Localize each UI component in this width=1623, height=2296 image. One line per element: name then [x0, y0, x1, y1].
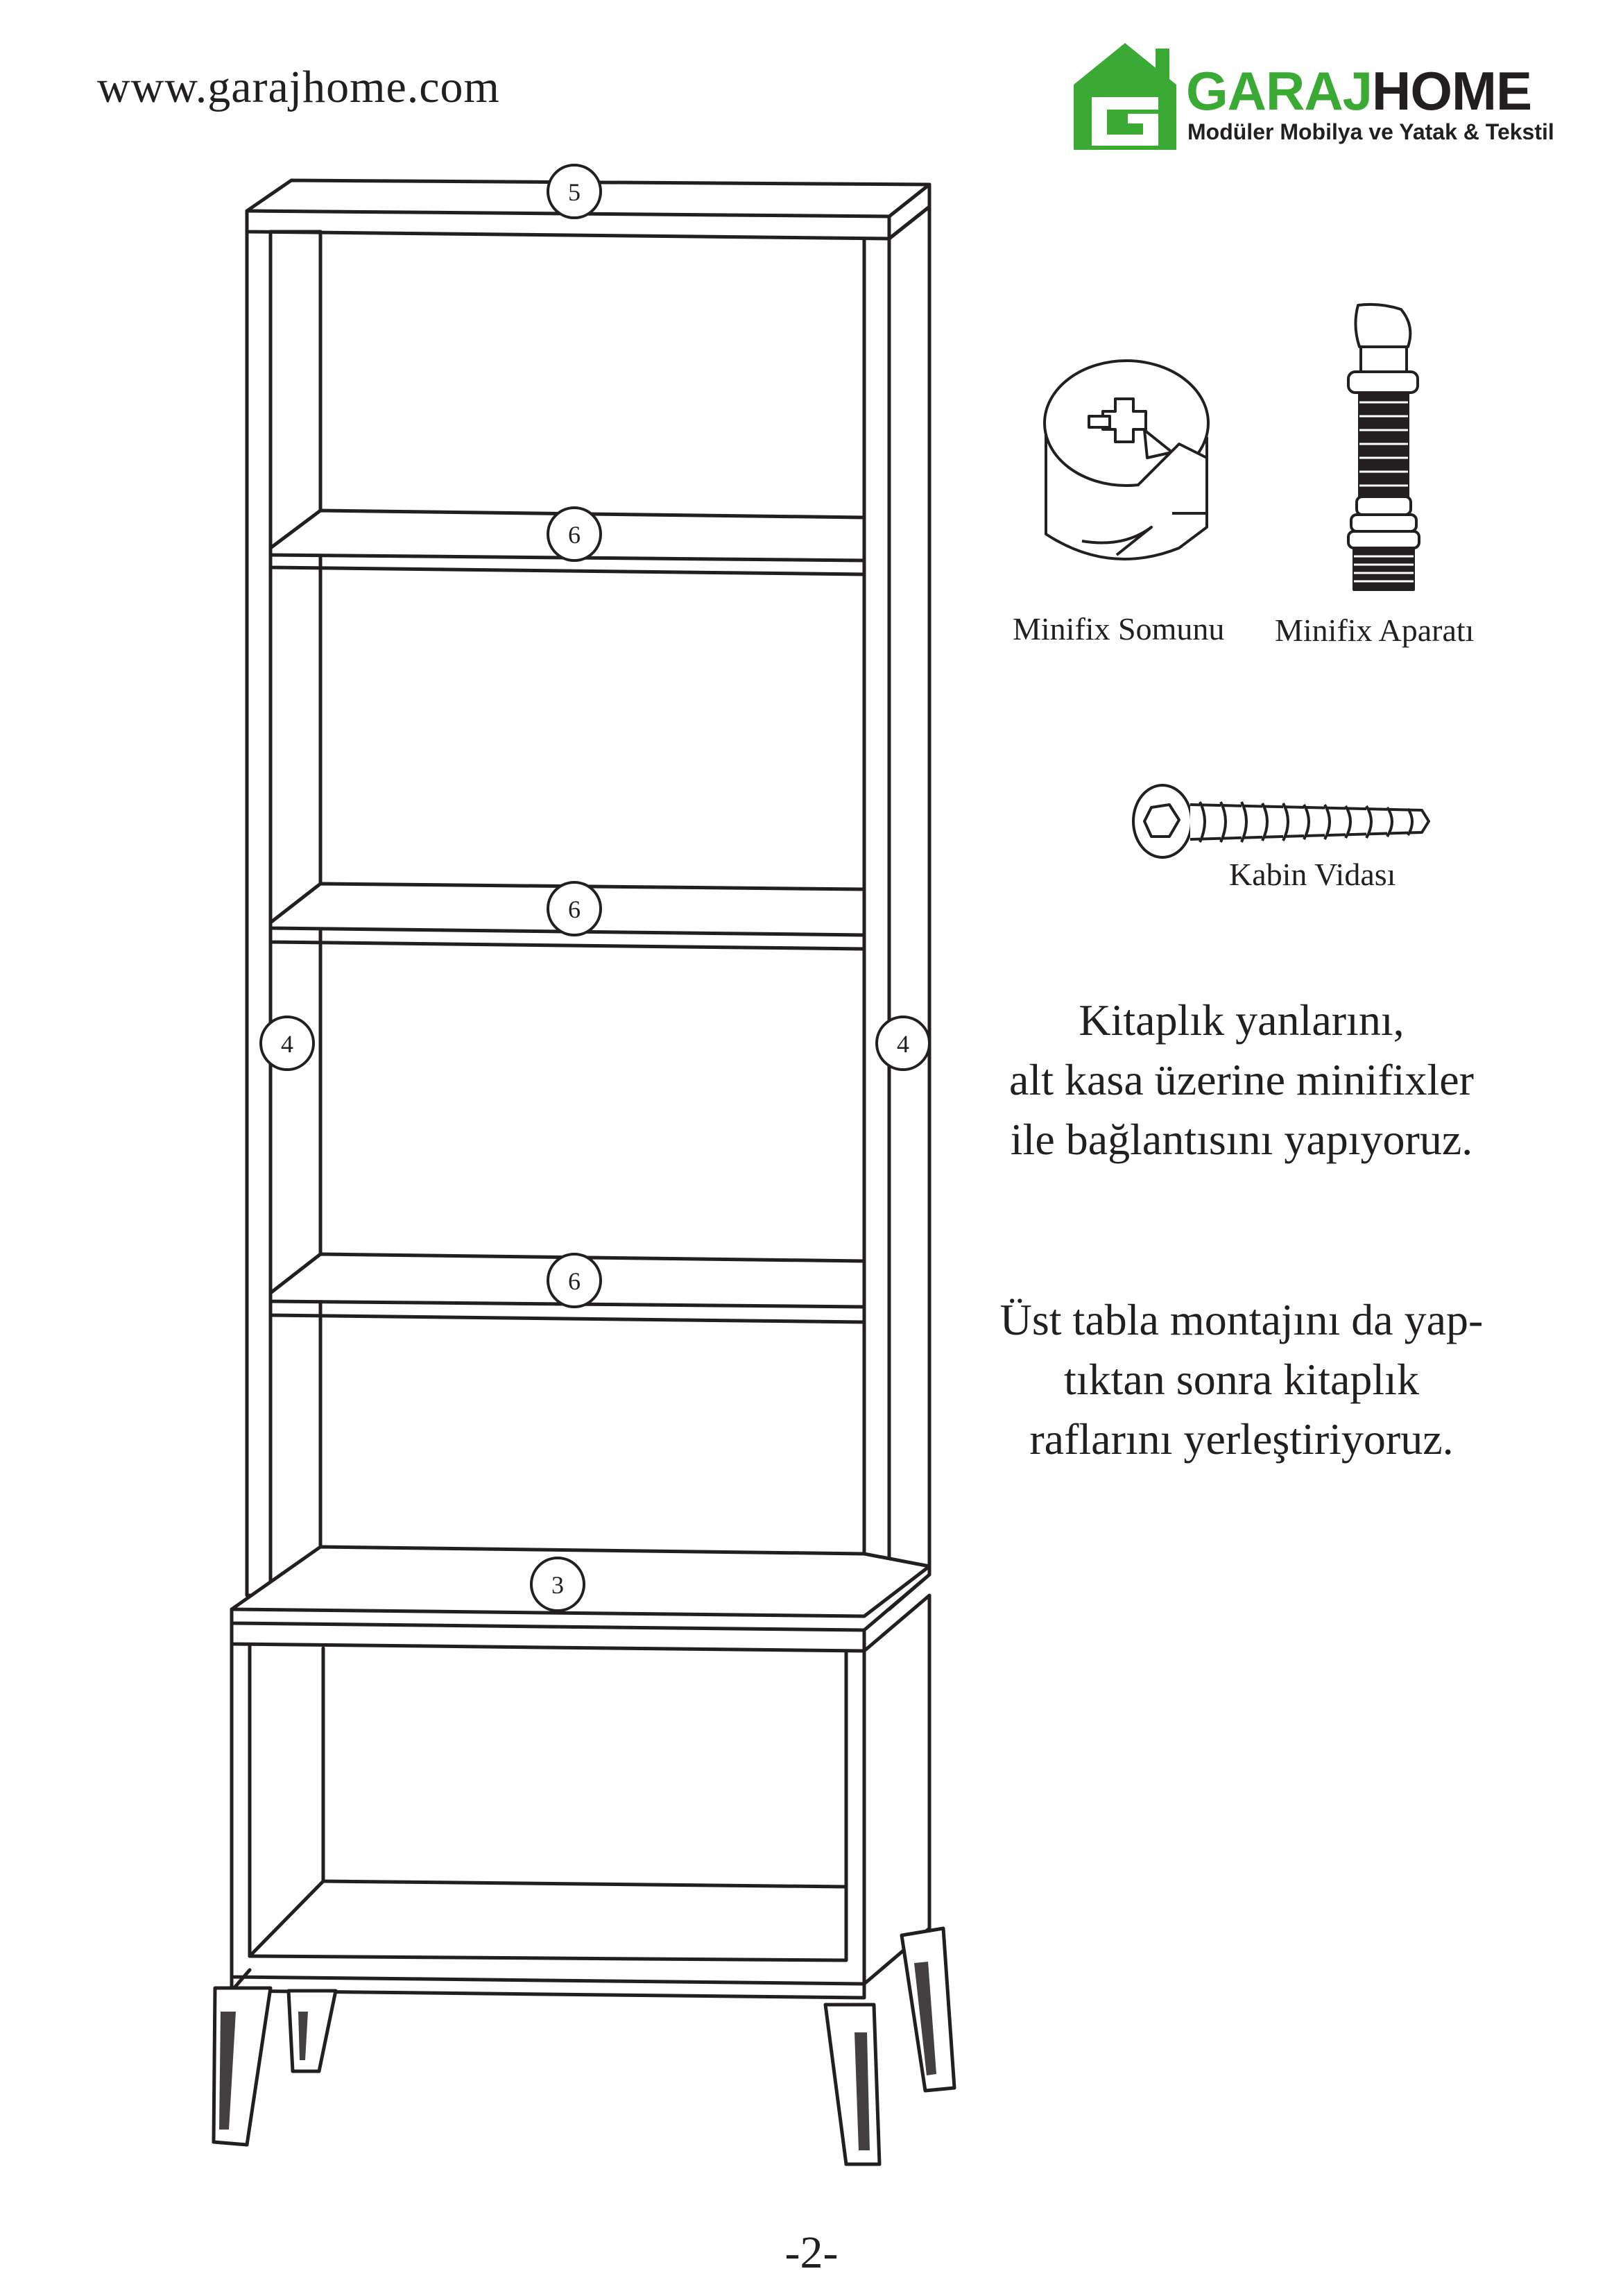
cabinet-screw-icon: [1133, 785, 1429, 857]
minifix-bolt-icon: [1348, 305, 1419, 590]
instruction-line: ile bağlantısını yapıyoruz.: [1010, 1115, 1473, 1164]
cabinet-screw-label: Kabin Vidası: [1229, 857, 1396, 892]
callout-shelf-3: [548, 1254, 601, 1307]
callout-label: 3: [551, 1571, 564, 1599]
page-number: -2-: [784, 2227, 839, 2278]
brand-part-garaj: GARAJ: [1186, 60, 1373, 121]
callout-label: 6: [568, 521, 581, 549]
minifix-nut-label: Minifix Somunu: [1013, 611, 1225, 646]
instruction-line: tıktan sonra kitaplık: [1064, 1355, 1419, 1404]
callout-label: 5: [568, 178, 581, 206]
callout-label: 6: [568, 1267, 581, 1295]
callout-lower-case-top: [531, 1558, 584, 1611]
callout-label: 4: [897, 1030, 909, 1058]
instruction-step-1: [943, 991, 1540, 1170]
callout-top-panel: [548, 165, 601, 218]
minifix-bolt-label: Minifix Aparatı: [1275, 612, 1475, 648]
callout-side-left: [261, 1017, 314, 1070]
instruction-line: Üst tabla montajını da yap-: [999, 1295, 1484, 1344]
callout-side-right: [877, 1017, 929, 1070]
callout-shelf-1: [548, 508, 601, 560]
minifix-nut-icon: [1045, 361, 1208, 559]
website-url: www.garajhome.com: [97, 62, 500, 112]
brand-part-home: HOME: [1372, 60, 1532, 121]
instruction-line: Kitaplık yanlarını,: [1079, 995, 1405, 1045]
callout-label: 4: [281, 1030, 293, 1058]
instruction-line: alt kasa üzerine minifixler: [1009, 1055, 1474, 1104]
brand-tagline: Modüler Mobilya ve Yatak & Tekstil: [1187, 119, 1554, 144]
instruction-line: raflarını yerleştiriyoruz.: [1029, 1414, 1454, 1464]
instruction-step-2: [943, 1290, 1540, 1469]
callout-shelf-2: [548, 882, 601, 935]
callout-label: 6: [568, 896, 581, 923]
